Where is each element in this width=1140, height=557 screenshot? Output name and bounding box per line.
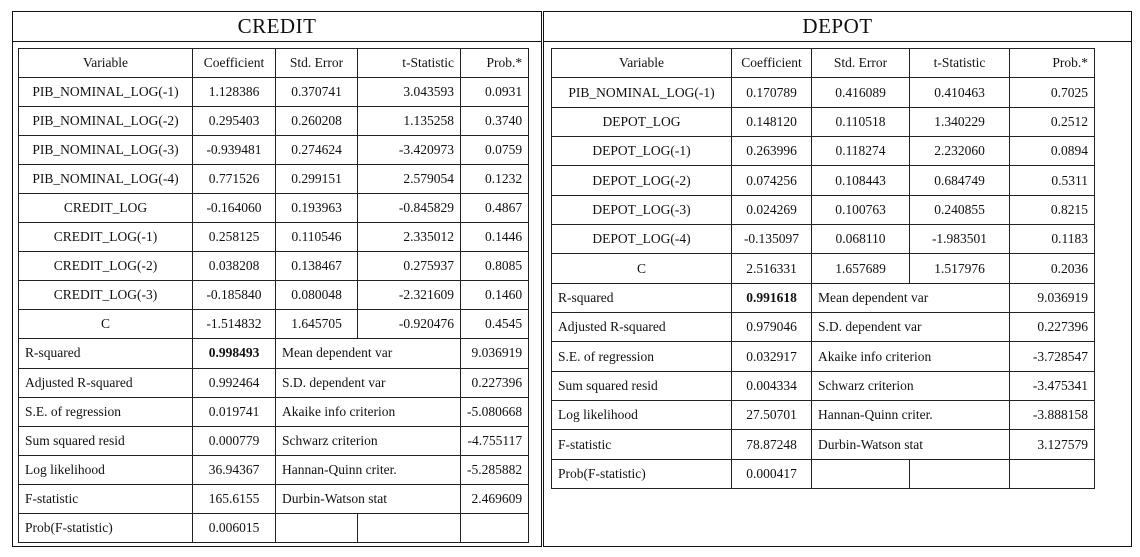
prob-value: 0.0759: [461, 136, 529, 165]
table-row: [19, 165, 529, 194]
std-error-value: 0.299151: [276, 165, 358, 194]
t-statistic-value: 1.517976: [910, 254, 1010, 283]
summary-value: -3.888158: [1010, 401, 1095, 430]
coefficient-value: 0.771526: [193, 165, 276, 194]
summary-value: -3.475341: [1010, 371, 1095, 400]
credit-panel: [12, 11, 542, 547]
summary-value: 0.227396: [461, 368, 529, 397]
summary-value: 0.004334: [732, 371, 812, 400]
summary-value: 0.019741: [193, 397, 276, 426]
t-statistic-value: 1.340229: [910, 107, 1010, 136]
coefficient-value: 0.038208: [193, 252, 276, 281]
std-error-value: 0.416089: [812, 78, 910, 107]
coefficient-value: -0.185840: [193, 281, 276, 310]
coefficient-value: 0.295403: [193, 107, 276, 136]
summary-value: 0.979046: [732, 313, 812, 342]
summary-value: 9.036919: [1010, 283, 1095, 312]
column-header: Prob.*: [1010, 49, 1095, 78]
t-statistic-value: 0.275937: [358, 252, 461, 281]
prob-value: 0.4545: [461, 310, 529, 339]
depot-regression-table: [551, 48, 1095, 489]
std-error-value: 1.657689: [812, 254, 910, 283]
empty-cell: [812, 459, 910, 488]
summary-value: 3.127579: [1010, 430, 1095, 459]
std-error-value: 0.100763: [812, 195, 910, 224]
summary-value: 0.227396: [1010, 313, 1095, 342]
variable-name: C: [19, 310, 193, 339]
summary-value: -5.080668: [461, 397, 529, 426]
credit-regression-table: [18, 48, 529, 543]
summary-label: Mean dependent var: [276, 339, 461, 368]
variable-name: DEPOT_LOG(-3): [552, 195, 732, 224]
summary-label: F-statistic: [19, 484, 193, 513]
summary-value: 165.6155: [193, 484, 276, 513]
t-statistic-value: 2.335012: [358, 223, 461, 252]
summary-row: [552, 401, 1095, 430]
prob-value: 0.2036: [1010, 254, 1095, 283]
coefficient-value: -0.135097: [732, 225, 812, 254]
table-row: [19, 310, 529, 339]
empty-cell: [461, 513, 529, 542]
prob-value: 0.3740: [461, 107, 529, 136]
t-statistic-value: 2.232060: [910, 137, 1010, 166]
variable-name: DEPOT_LOG(-2): [552, 166, 732, 195]
coefficient-value: 2.516331: [732, 254, 812, 283]
column-header: Std. Error: [276, 49, 358, 78]
prob-value: 0.1232: [461, 165, 529, 194]
summary-label: Log likelihood: [19, 455, 193, 484]
summary-row: [552, 313, 1095, 342]
table-row: [552, 137, 1095, 166]
summary-label: F-statistic: [552, 430, 732, 459]
summary-value: 0.000417: [732, 459, 812, 488]
variable-name: PIB_NOMINAL_LOG(-4): [19, 165, 193, 194]
table-row: [552, 225, 1095, 254]
summary-label: Akaike info criterion: [812, 342, 1010, 371]
summary-value: 0.032917: [732, 342, 812, 371]
coefficient-value: 0.074256: [732, 166, 812, 195]
summary-label: Adjusted R-squared: [552, 313, 732, 342]
t-statistic-value: 0.684749: [910, 166, 1010, 195]
std-error-value: 0.370741: [276, 78, 358, 107]
summary-value: 0.998493: [193, 339, 276, 368]
summary-value: 78.87248: [732, 430, 812, 459]
summary-label: Prob(F-statistic): [552, 459, 732, 488]
t-statistic-value: 3.043593: [358, 78, 461, 107]
coefficient-value: -0.939481: [193, 136, 276, 165]
empty-cell: [358, 513, 461, 542]
variable-name: PIB_NOMINAL_LOG(-2): [19, 107, 193, 136]
summary-value: -5.285882: [461, 455, 529, 484]
prob-value: 0.8215: [1010, 195, 1095, 224]
variable-name: PIB_NOMINAL_LOG(-1): [19, 78, 193, 107]
table-row: [552, 254, 1095, 283]
table-row: [19, 194, 529, 223]
table-row: [552, 107, 1095, 136]
std-error-value: 0.193963: [276, 194, 358, 223]
prob-value: 0.1446: [461, 223, 529, 252]
panel-title: CREDIT: [13, 12, 541, 42]
coefficient-value: 0.263996: [732, 137, 812, 166]
std-error-value: 0.274624: [276, 136, 358, 165]
summary-row: [552, 342, 1095, 371]
coefficient-value: 0.170789: [732, 78, 812, 107]
variable-name: PIB_NOMINAL_LOG(-1): [552, 78, 732, 107]
variable-name: DEPOT_LOG: [552, 107, 732, 136]
empty-cell: [910, 459, 1010, 488]
summary-value: -4.755117: [461, 426, 529, 455]
t-statistic-value: 0.240855: [910, 195, 1010, 224]
column-header: Prob.*: [461, 49, 529, 78]
summary-label: Akaike info criterion: [276, 397, 461, 426]
variable-name: CREDIT_LOG(-2): [19, 252, 193, 281]
t-statistic-value: -2.321609: [358, 281, 461, 310]
coefficient-value: -0.164060: [193, 194, 276, 223]
coefficient-value: -1.514832: [193, 310, 276, 339]
depot-panel: [543, 11, 1132, 547]
table-row: [19, 223, 529, 252]
table-row: [19, 107, 529, 136]
summary-value: -3.728547: [1010, 342, 1095, 371]
std-error-value: 0.260208: [276, 107, 358, 136]
summary-row: [552, 459, 1095, 488]
panel-title: DEPOT: [544, 12, 1131, 42]
column-header: Coefficient: [193, 49, 276, 78]
summary-row: [19, 513, 529, 542]
summary-label: S.D. dependent var: [812, 313, 1010, 342]
summary-value: 9.036919: [461, 339, 529, 368]
summary-value: 2.469609: [461, 484, 529, 513]
prob-value: 0.8085: [461, 252, 529, 281]
summary-value: 0.992464: [193, 368, 276, 397]
empty-cell: [276, 513, 358, 542]
summary-label: Schwarz criterion: [812, 371, 1010, 400]
summary-label: Sum squared resid: [552, 371, 732, 400]
prob-value: 0.4867: [461, 194, 529, 223]
column-header: Variable: [552, 49, 732, 78]
summary-label: Mean dependent var: [812, 283, 1010, 312]
summary-label: Hannan-Quinn criter.: [812, 401, 1010, 430]
summary-label: Durbin-Watson stat: [812, 430, 1010, 459]
prob-value: 0.0931: [461, 78, 529, 107]
table-row: [19, 78, 529, 107]
summary-label: Log likelihood: [552, 401, 732, 430]
summary-value: 27.50701: [732, 401, 812, 430]
summary-value: 0.000779: [193, 426, 276, 455]
summary-value: 36.94367: [193, 455, 276, 484]
summary-label: Hannan-Quinn criter.: [276, 455, 461, 484]
summary-label: R-squared: [19, 339, 193, 368]
table-row: [19, 281, 529, 310]
variable-name: PIB_NOMINAL_LOG(-3): [19, 136, 193, 165]
variable-name: C: [552, 254, 732, 283]
prob-value: 0.7025: [1010, 78, 1095, 107]
summary-label: R-squared: [552, 283, 732, 312]
summary-row: [19, 397, 529, 426]
std-error-value: 0.138467: [276, 252, 358, 281]
summary-row: [552, 371, 1095, 400]
prob-value: 0.2512: [1010, 107, 1095, 136]
prob-value: 0.0894: [1010, 137, 1095, 166]
table-row: [552, 78, 1095, 107]
header-row: [552, 49, 1095, 78]
summary-label: S.E. of regression: [19, 397, 193, 426]
summary-row: [19, 339, 529, 368]
column-header: Coefficient: [732, 49, 812, 78]
summary-label: Schwarz criterion: [276, 426, 461, 455]
coefficient-value: 1.128386: [193, 78, 276, 107]
std-error-value: 0.110546: [276, 223, 358, 252]
summary-row: [19, 426, 529, 455]
t-statistic-value: -0.845829: [358, 194, 461, 223]
summary-row: [19, 455, 529, 484]
std-error-value: 0.080048: [276, 281, 358, 310]
t-statistic-value: -0.920476: [358, 310, 461, 339]
std-error-value: 0.110518: [812, 107, 910, 136]
coefficient-value: 0.148120: [732, 107, 812, 136]
std-error-value: 0.068110: [812, 225, 910, 254]
prob-value: 0.1460: [461, 281, 529, 310]
t-statistic-value: -1.983501: [910, 225, 1010, 254]
summary-label: Sum squared resid: [19, 426, 193, 455]
header-row: [19, 49, 529, 78]
t-statistic-value: -3.420973: [358, 136, 461, 165]
variable-name: CREDIT_LOG(-1): [19, 223, 193, 252]
summary-label: Prob(F-statistic): [19, 513, 193, 542]
summary-row: [19, 484, 529, 513]
summary-label: S.E. of regression: [552, 342, 732, 371]
column-header: t-Statistic: [910, 49, 1010, 78]
summary-row: [19, 368, 529, 397]
column-header: Variable: [19, 49, 193, 78]
coefficient-value: 0.258125: [193, 223, 276, 252]
prob-value: 0.5311: [1010, 166, 1095, 195]
t-statistic-value: 2.579054: [358, 165, 461, 194]
summary-label: Adjusted R-squared: [19, 368, 193, 397]
column-header: Std. Error: [812, 49, 910, 78]
prob-value: 0.1183: [1010, 225, 1095, 254]
variable-name: DEPOT_LOG(-1): [552, 137, 732, 166]
summary-row: [552, 430, 1095, 459]
t-statistic-value: 0.410463: [910, 78, 1010, 107]
summary-value: 0.006015: [193, 513, 276, 542]
variable-name: DEPOT_LOG(-4): [552, 225, 732, 254]
t-statistic-value: 1.135258: [358, 107, 461, 136]
summary-row: [552, 283, 1095, 312]
variable-name: CREDIT_LOG(-3): [19, 281, 193, 310]
empty-cell: [1010, 459, 1095, 488]
table-row: [552, 166, 1095, 195]
coefficient-value: 0.024269: [732, 195, 812, 224]
summary-label: Durbin-Watson stat: [276, 484, 461, 513]
variable-name: CREDIT_LOG: [19, 194, 193, 223]
std-error-value: 0.108443: [812, 166, 910, 195]
std-error-value: 0.118274: [812, 137, 910, 166]
table-row: [19, 136, 529, 165]
std-error-value: 1.645705: [276, 310, 358, 339]
table-row: [552, 195, 1095, 224]
summary-value: 0.991618: [732, 283, 812, 312]
column-header: t-Statistic: [358, 49, 461, 78]
summary-label: S.D. dependent var: [276, 368, 461, 397]
table-row: [19, 252, 529, 281]
